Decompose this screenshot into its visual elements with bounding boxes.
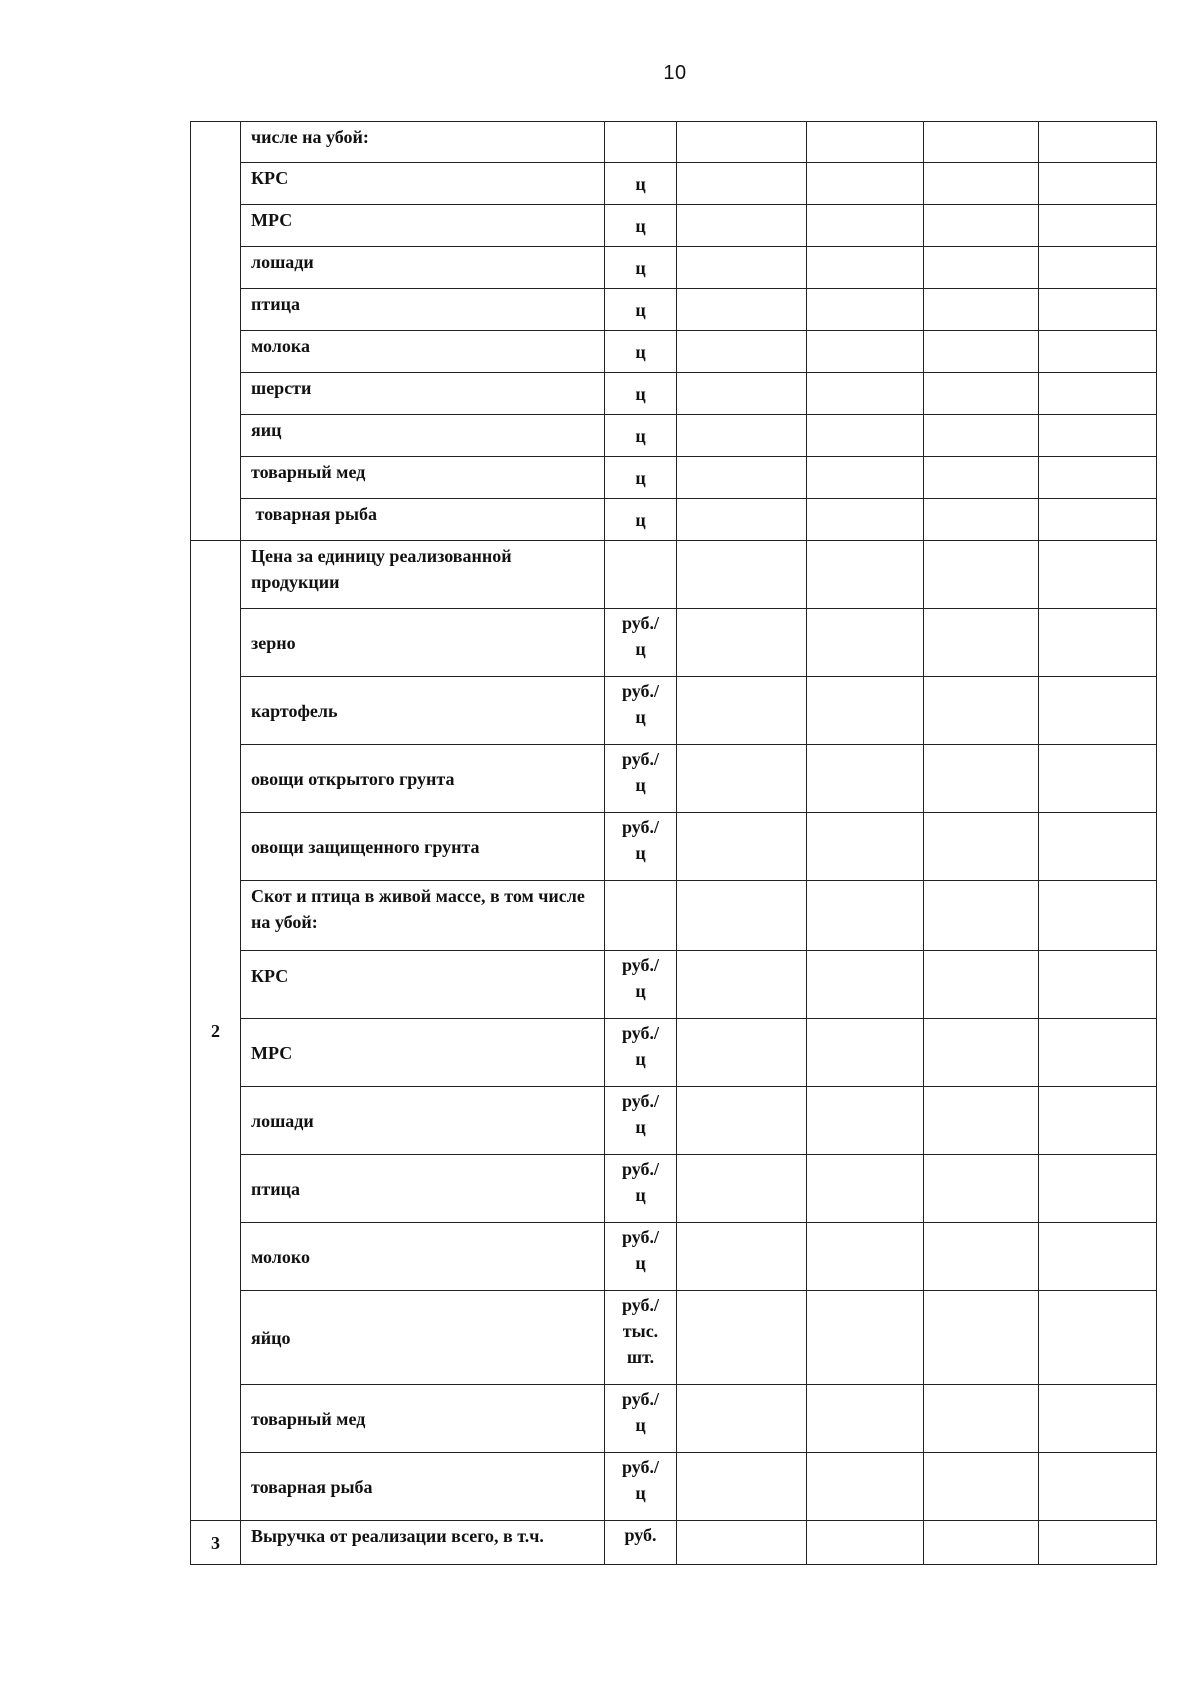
value-cell[interactable]	[924, 541, 1039, 609]
value-cell[interactable]	[677, 373, 807, 415]
value-cell[interactable]	[807, 1453, 924, 1521]
value-cell[interactable]	[1039, 457, 1157, 499]
value-cell[interactable]	[677, 881, 807, 951]
row-unit: ц	[605, 457, 677, 499]
value-cell[interactable]	[807, 205, 924, 247]
row-name: лошади	[241, 247, 605, 289]
value-cell[interactable]	[924, 813, 1039, 881]
row-name: молока	[241, 331, 605, 373]
table-row	[191, 289, 1157, 331]
value-cell[interactable]	[924, 205, 1039, 247]
section-number: 2	[191, 541, 241, 1521]
row-unit: ц	[605, 373, 677, 415]
value-cell[interactable]	[1039, 1453, 1157, 1521]
row-name: товарная рыба	[241, 499, 605, 541]
row-name: яйцо	[241, 1291, 605, 1385]
value-cell[interactable]	[924, 1385, 1039, 1453]
value-cell[interactable]	[924, 1521, 1039, 1565]
row-unit: руб./ ц	[621, 749, 660, 795]
page-number: 10	[663, 62, 687, 84]
table-row	[191, 415, 1157, 457]
table-row	[191, 1155, 1157, 1223]
value-cell[interactable]	[807, 1291, 924, 1385]
table-row	[191, 205, 1157, 247]
table-row	[191, 373, 1157, 415]
value-cell[interactable]	[807, 457, 924, 499]
row-unit: руб./ ц	[621, 613, 660, 659]
value-cell[interactable]	[677, 415, 807, 457]
value-cell[interactable]	[677, 1291, 807, 1385]
row-name: Выручка от реализации всего, в т.ч.	[241, 1521, 605, 1565]
value-cell[interactable]	[677, 499, 807, 541]
value-cell[interactable]	[677, 1087, 807, 1155]
row-name: овощи открытого грунта	[241, 745, 605, 813]
value-cell[interactable]	[924, 1155, 1039, 1223]
row-name: шерсти	[241, 373, 605, 415]
value-cell[interactable]	[807, 1223, 924, 1291]
value-cell[interactable]	[1039, 499, 1157, 541]
value-cell[interactable]	[807, 1155, 924, 1223]
value-cell[interactable]	[924, 331, 1039, 373]
value-cell[interactable]	[1039, 677, 1157, 745]
value-cell[interactable]	[807, 373, 924, 415]
row-unit: руб./ ц	[621, 1091, 660, 1137]
value-cell[interactable]	[807, 247, 924, 289]
row-unit: руб./ ц	[621, 1227, 660, 1273]
table-row	[191, 881, 1157, 951]
value-cell[interactable]	[807, 1087, 924, 1155]
row-unit: ц	[605, 247, 677, 289]
value-cell[interactable]	[924, 163, 1039, 205]
table-row	[191, 122, 1157, 163]
table-row	[191, 1087, 1157, 1155]
value-cell[interactable]	[807, 745, 924, 813]
value-cell[interactable]	[1039, 1521, 1157, 1565]
row-unit: руб./ ц	[621, 681, 660, 727]
value-cell[interactable]	[677, 457, 807, 499]
value-cell[interactable]	[1039, 1087, 1157, 1155]
value-cell[interactable]	[677, 331, 807, 373]
row-number-cell	[191, 122, 241, 541]
row-unit: руб./ ц	[621, 955, 660, 1001]
value-cell[interactable]	[924, 881, 1039, 951]
row-name: КРС	[241, 951, 605, 1019]
row-unit: руб./ ц	[621, 1023, 660, 1069]
value-cell[interactable]	[1039, 541, 1157, 609]
value-cell[interactable]	[807, 609, 924, 677]
section-heading: Цена за единицу реализованной продукции	[241, 541, 605, 609]
row-unit	[605, 122, 677, 163]
value-cell[interactable]	[807, 415, 924, 457]
row-unit: руб./ ц	[621, 1389, 660, 1435]
row-name: птица	[241, 1155, 605, 1223]
table-row	[191, 677, 1157, 745]
value-cell[interactable]	[677, 1155, 807, 1223]
row-name: товарная рыба	[241, 1453, 605, 1521]
value-cell[interactable]	[924, 1291, 1039, 1385]
value-cell[interactable]	[677, 1019, 807, 1087]
value-cell[interactable]	[924, 373, 1039, 415]
value-cell[interactable]	[807, 1019, 924, 1087]
value-cell[interactable]	[924, 1453, 1039, 1521]
section-number: 3	[191, 1521, 241, 1565]
value-cell[interactable]	[1039, 163, 1157, 205]
value-cell[interactable]	[807, 541, 924, 609]
row-name: яиц	[241, 415, 605, 457]
value-cell[interactable]	[677, 677, 807, 745]
report-table	[190, 121, 1157, 1565]
value-cell[interactable]	[1039, 951, 1157, 1019]
value-cell[interactable]	[807, 331, 924, 373]
value-cell[interactable]	[924, 1087, 1039, 1155]
row-name: товарный мед	[241, 457, 605, 499]
table-row	[191, 1019, 1157, 1087]
row-unit: руб./ ц	[621, 817, 660, 863]
value-cell[interactable]	[924, 609, 1039, 677]
row-unit: ц	[605, 205, 677, 247]
table-row	[191, 1291, 1157, 1385]
value-cell[interactable]	[807, 951, 924, 1019]
value-cell[interactable]	[924, 1223, 1039, 1291]
row-name: КРС	[241, 163, 605, 205]
table-row	[191, 1453, 1157, 1521]
row-unit: руб./ ц	[621, 1159, 660, 1205]
value-cell[interactable]	[677, 813, 807, 881]
row-unit: ц	[605, 289, 677, 331]
row-name: овощи защищенного грунта	[241, 813, 605, 881]
value-cell[interactable]	[807, 881, 924, 951]
value-cell[interactable]	[1039, 1019, 1157, 1087]
row-unit	[605, 881, 677, 951]
subsection-heading: Скот и птица в живой массе, в том числе на убой:	[241, 881, 605, 951]
table-row	[191, 247, 1157, 289]
value-cell[interactable]	[677, 745, 807, 813]
value-cell[interactable]	[1039, 1155, 1157, 1223]
row-unit: ц	[605, 499, 677, 541]
value-cell[interactable]	[924, 745, 1039, 813]
table-row	[191, 1223, 1157, 1291]
table-row	[191, 609, 1157, 677]
table-row	[191, 541, 1157, 609]
value-cell[interactable]	[807, 499, 924, 541]
value-cell[interactable]	[924, 457, 1039, 499]
row-name: МРС	[241, 1019, 605, 1087]
table-row	[191, 951, 1157, 1019]
row-name: картофель	[241, 677, 605, 745]
value-cell[interactable]	[1039, 122, 1157, 163]
value-cell[interactable]	[677, 247, 807, 289]
value-cell[interactable]	[677, 163, 807, 205]
value-cell[interactable]	[807, 122, 924, 163]
value-cell[interactable]	[924, 677, 1039, 745]
value-cell[interactable]	[677, 1521, 807, 1565]
value-cell[interactable]	[1039, 415, 1157, 457]
value-cell[interactable]	[1039, 373, 1157, 415]
table-row	[191, 1521, 1157, 1565]
value-cell[interactable]	[1039, 331, 1157, 373]
value-cell[interactable]	[1039, 1291, 1157, 1385]
value-cell[interactable]	[807, 289, 924, 331]
row-unit: ц	[605, 163, 677, 205]
value-cell[interactable]	[924, 415, 1039, 457]
value-cell[interactable]	[1039, 813, 1157, 881]
table-row	[191, 813, 1157, 881]
row-name: товарный мед	[241, 1385, 605, 1453]
row-name: птица	[241, 289, 605, 331]
value-cell[interactable]	[677, 1453, 807, 1521]
value-cell[interactable]	[677, 122, 807, 163]
value-cell[interactable]	[1039, 1223, 1157, 1291]
value-cell[interactable]	[677, 289, 807, 331]
value-cell[interactable]	[924, 1019, 1039, 1087]
value-cell[interactable]	[677, 541, 807, 609]
value-cell[interactable]	[924, 951, 1039, 1019]
row-name: числе на убой:	[241, 122, 605, 163]
row-unit: ц	[605, 331, 677, 373]
value-cell[interactable]	[1039, 289, 1157, 331]
value-cell[interactable]	[924, 247, 1039, 289]
value-cell[interactable]	[924, 499, 1039, 541]
row-unit: ц	[605, 415, 677, 457]
value-cell[interactable]	[1039, 881, 1157, 951]
value-cell[interactable]	[1039, 247, 1157, 289]
table-row	[191, 163, 1157, 205]
value-cell[interactable]	[924, 122, 1039, 163]
value-cell[interactable]	[807, 1521, 924, 1565]
value-cell[interactable]	[807, 677, 924, 745]
value-cell[interactable]	[1039, 609, 1157, 677]
row-unit: руб./ тыс. шт.	[621, 1295, 660, 1367]
table-row	[191, 745, 1157, 813]
value-cell[interactable]	[677, 951, 807, 1019]
value-cell[interactable]	[807, 1385, 924, 1453]
value-cell[interactable]	[677, 205, 807, 247]
row-name: молоко	[241, 1223, 605, 1291]
value-cell[interactable]	[1039, 205, 1157, 247]
value-cell[interactable]	[677, 609, 807, 677]
value-cell[interactable]	[677, 1223, 807, 1291]
table-row	[191, 499, 1157, 541]
value-cell[interactable]	[924, 289, 1039, 331]
value-cell[interactable]	[1039, 1385, 1157, 1453]
row-name: зерно	[241, 609, 605, 677]
value-cell[interactable]	[1039, 745, 1157, 813]
table-row	[191, 457, 1157, 499]
value-cell[interactable]	[677, 1385, 807, 1453]
row-unit	[605, 541, 677, 609]
row-name: МРС	[241, 205, 605, 247]
row-name: лошади	[241, 1087, 605, 1155]
table-row	[191, 331, 1157, 373]
value-cell[interactable]	[807, 813, 924, 881]
table-row	[191, 1385, 1157, 1453]
row-unit: руб.	[605, 1521, 677, 1565]
value-cell[interactable]	[807, 163, 924, 205]
row-unit: руб./ ц	[621, 1457, 660, 1503]
